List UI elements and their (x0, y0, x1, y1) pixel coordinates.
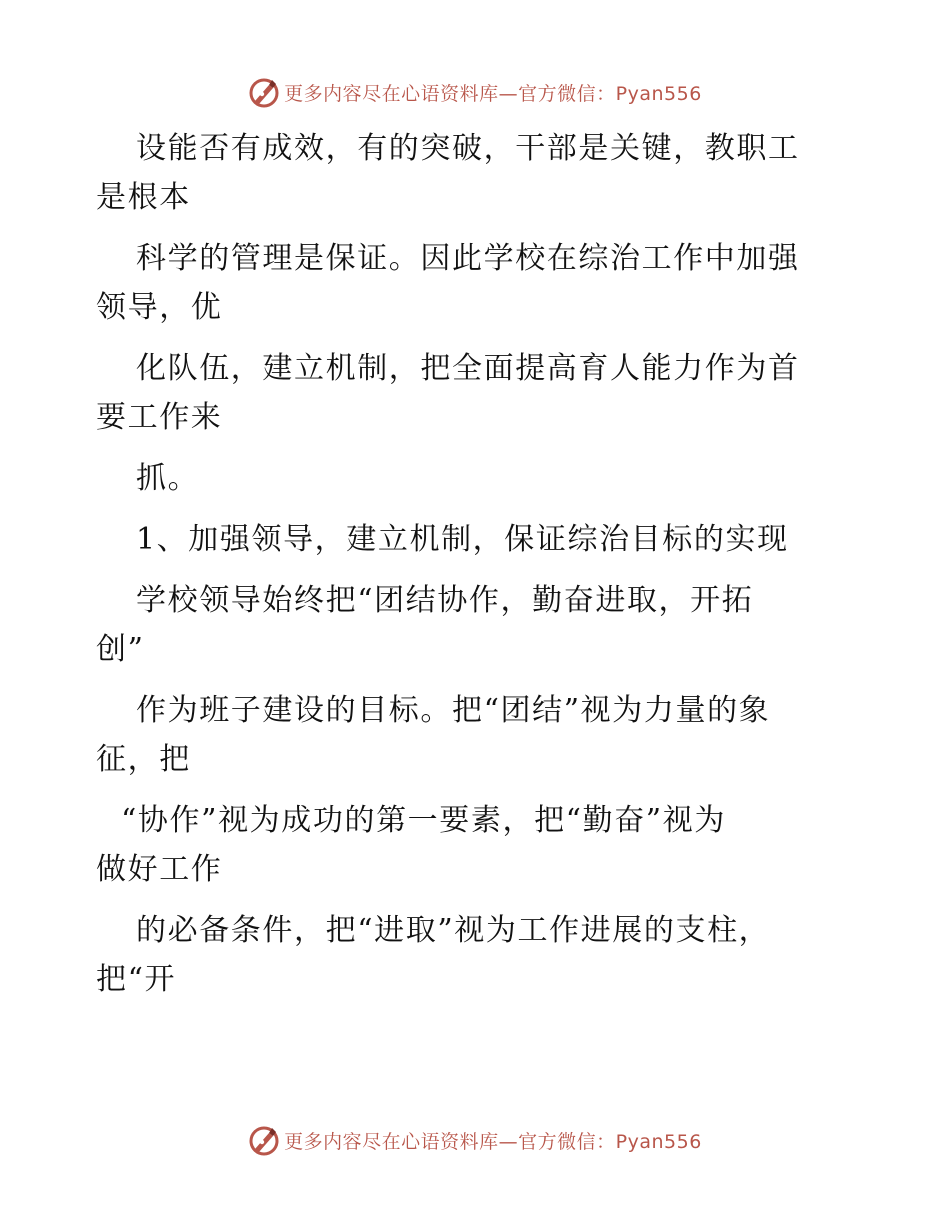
watermark-text: 更多内容尽在心语资料库—官方微信：Pyan556 (284, 82, 702, 105)
paragraph (96, 234, 856, 332)
text-line: 设能否有成效，有的突破，干部是关键，教职工 (136, 131, 800, 166)
text-line: 要工作来 (96, 400, 223, 435)
text-line: 做好工作 (96, 852, 223, 887)
pen-logo-icon (248, 1124, 280, 1156)
text-line: 创” (96, 632, 145, 667)
paragraph (96, 906, 856, 1004)
text-line: 科学的管理是保证。因此学校在综治工作中加强 (136, 241, 800, 276)
watermark-text: 更多内容尽在心语资料库—官方微信：Pyan556 (284, 1130, 702, 1153)
paragraph (96, 454, 856, 503)
text-line: 抓。 (136, 461, 200, 496)
text-line: 学校领导始终把“团结协作，勤奋进取，开拓 (136, 583, 754, 618)
paragraph (96, 576, 856, 674)
paragraph (96, 124, 856, 222)
text-line: “协作”视为成功的第一要素，把“勤奋”视为 (121, 803, 726, 838)
text-line: 化队伍，建立机制，把全面提高育人能力作为首 (136, 351, 800, 386)
text-line: 领导，优 (96, 290, 223, 325)
paragraph (96, 796, 856, 894)
pen-logo-icon (248, 76, 280, 108)
text-line: 是根本 (96, 180, 191, 215)
footer-watermark (0, 1120, 950, 1160)
paragraph (96, 686, 856, 784)
text-line: 把“开 (96, 962, 177, 997)
text-line: 1、加强领导，建立机制，保证综治目标的实现 (136, 522, 789, 557)
text-line: 的必备条件，把“进取”视为工作进展的支柱， (136, 913, 771, 948)
section-heading (96, 515, 856, 564)
text-line: 作为班子建设的目标。把“团结”视为力量的象 (136, 693, 771, 728)
header-watermark (0, 72, 950, 112)
text-line: 征，把 (96, 742, 191, 777)
document-body (96, 124, 856, 1004)
paragraph (96, 344, 856, 442)
